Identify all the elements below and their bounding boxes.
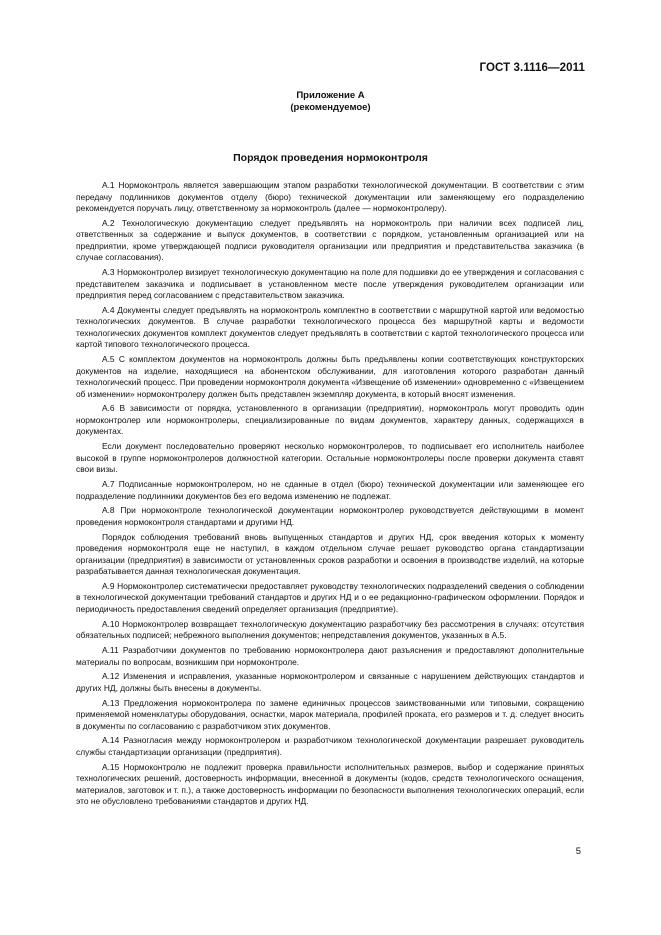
page-number: 5 [575, 846, 581, 857]
paragraph: А.6 В зависимости от порядка, установленного в организации (предприятии), нормоконтроль могут проводить один нормоконтролер или нормоконтролеры, специализированные по видам документов, характеру данных, содержащихся в документах. [76, 403, 584, 437]
paragraph: А.7 Подписанные нормоконтролером, но не сданные в отдел (бюро) технической документации или заменяющее его подразделение подлинники документов без его ведома изменению не подлежат. [76, 479, 584, 501]
paragraph: А.15 Нормоконтролю не подлежит проверка правильности исполнительных размеров, выбор и содержание принятых технологических решений, достоверность информации, внесенной в документы (кодов, средств технологического оснащения, материалов, заготовок и т. п.), а также достоверность информации по безопасности выполнения технологических операций, если это не обусловлено требованиями стандартов и других НД. [76, 761, 584, 807]
section-title: Порядок проведения нормоконтроля [233, 152, 428, 164]
appendix-title: Приложение А [296, 90, 365, 101]
paragraph: А.2 Технологическую документацию следует предъявлять на нормоконтроль при наличии всех подписей лиц, ответственных за содержание и выпуск документов, в соответствии с порядком, установленным организацией или на предприятии, кроме утверждающей подписи руководителя организации или предприятия и представительства заказчика (в случае согласования). [76, 217, 584, 263]
appendix-note: (рекомендуемое) [290, 102, 371, 113]
body-text [76, 180, 584, 811]
paragraph: А.5 С комплектом документов на нормоконтроль должны быть предъявлены копии соответствующих конструкторских документов на изделие, находящиеся на абонентском обслуживании, для изготовления которого разработан данный технологический процесс. При проведении нормоконтроля документа «Извещение об изменении» одновременно с «Извещением об изменении» нормоконтролеру должен быть представлен экземпляр документа, в который вносят изменения. [76, 354, 584, 399]
paragraph: А.14 Разногласия между нормоконтролером и разработчиком технологической документации разрешает руководитель службы стандартизации организации (предприятия). [76, 735, 584, 757]
paragraph: А.12 Изменения и исправления, указанные нормоконтролером и связанные с нарушением действующих стандартов и других НД, должны быть внесены в документы. [76, 671, 584, 693]
document-code: ГОСТ 3.1116—2011 [479, 62, 585, 74]
paragraph: А.8 При нормоконтроле технологической документации нормоконтролер руководствуется действующими в момент проведения нормоконтроля стандартами и другими НД. [76, 505, 584, 527]
paragraph: А.11 Разработчики документов по требованию нормоконтролера дают разъяснения и предоставляют дополнительные материалы по вопросам, возникшим при нормоконтроле. [76, 645, 584, 667]
paragraph: А.1 Нормоконтроль является завершающим этапом разработки технологической документации. В соответствии с этим передачу подлинников документов отделу (бюро) технической документации или заменяющему его подразделению рекомендуется поручать лицу, ответственному за нормоконтроль (далее — нормоконтролеру). [76, 180, 584, 213]
paragraph: Если документ последовательно проверяют несколько нормоконтролеров, то подписывает его исполнитель наиболее высокой в группе нормоконтролеров должностной категории. Остальные нормоконтролеры после проверки документа ставят свои визы. [76, 441, 584, 475]
paragraph: А.3 Нормоконтролер визирует технологическую документацию на поле для подшивки до ее утверждения и согласования с представителем заказчика и подписывает в установленном месте после утверждения руководителем организации или предприятия перед согласованием с представительством заказчика. [76, 267, 584, 301]
paragraph: Порядок соблюдения требований вновь выпущенных стандартов и других НД, срок введения которых к моменту проведения нормоконтроля еще не наступил, в каждом отдельном случае решает руководство органа стандартизации организации (предприятия) в зависимости от установленных сроков разработки и освоения в производстве изделий, на которые разрабатывается данная технологическая документация. [76, 531, 584, 577]
paragraph: А.4 Документы следует предъявлять на нормоконтроль комплектно в соответствии с маршрутной картой или ведомостью технологических документов. В случае разработки технологического процесса без маршрутной карты и ведомости технологических документов комплект документов следует предъявлять в соответствии с картой технологического процесса или картой типового технологического процесса. [76, 304, 584, 350]
paragraph: А.10 Нормоконтролер возвращает технологическую документацию разработчику без рассмотрения в случаях: отсутствия обязательных подписей; небрежного выполнения документов; непредставления документов, указанных в А.5. [76, 618, 584, 641]
appendix-heading [0, 90, 661, 114]
paragraph: А.13 Предложения нормоконтролера по замене единичных процессов заимствованными или типовыми, сокращению применяемой номенклатуры оборудования, оснастки, марок материала, профилей проката, его размеров и т. д. следует вносить в документы по согласованию с разработчиком этих документов. [76, 697, 584, 731]
paragraph: А.9 Нормоконтролер систематически предоставляет руководству технологических подразделений сведения о соблюдении в технологической документации требований стандартов и других НД и о ее редакционно-графическом оформлении. Порядок и периодичность предоставления сведений определяет организация (предприятие). [76, 580, 584, 614]
